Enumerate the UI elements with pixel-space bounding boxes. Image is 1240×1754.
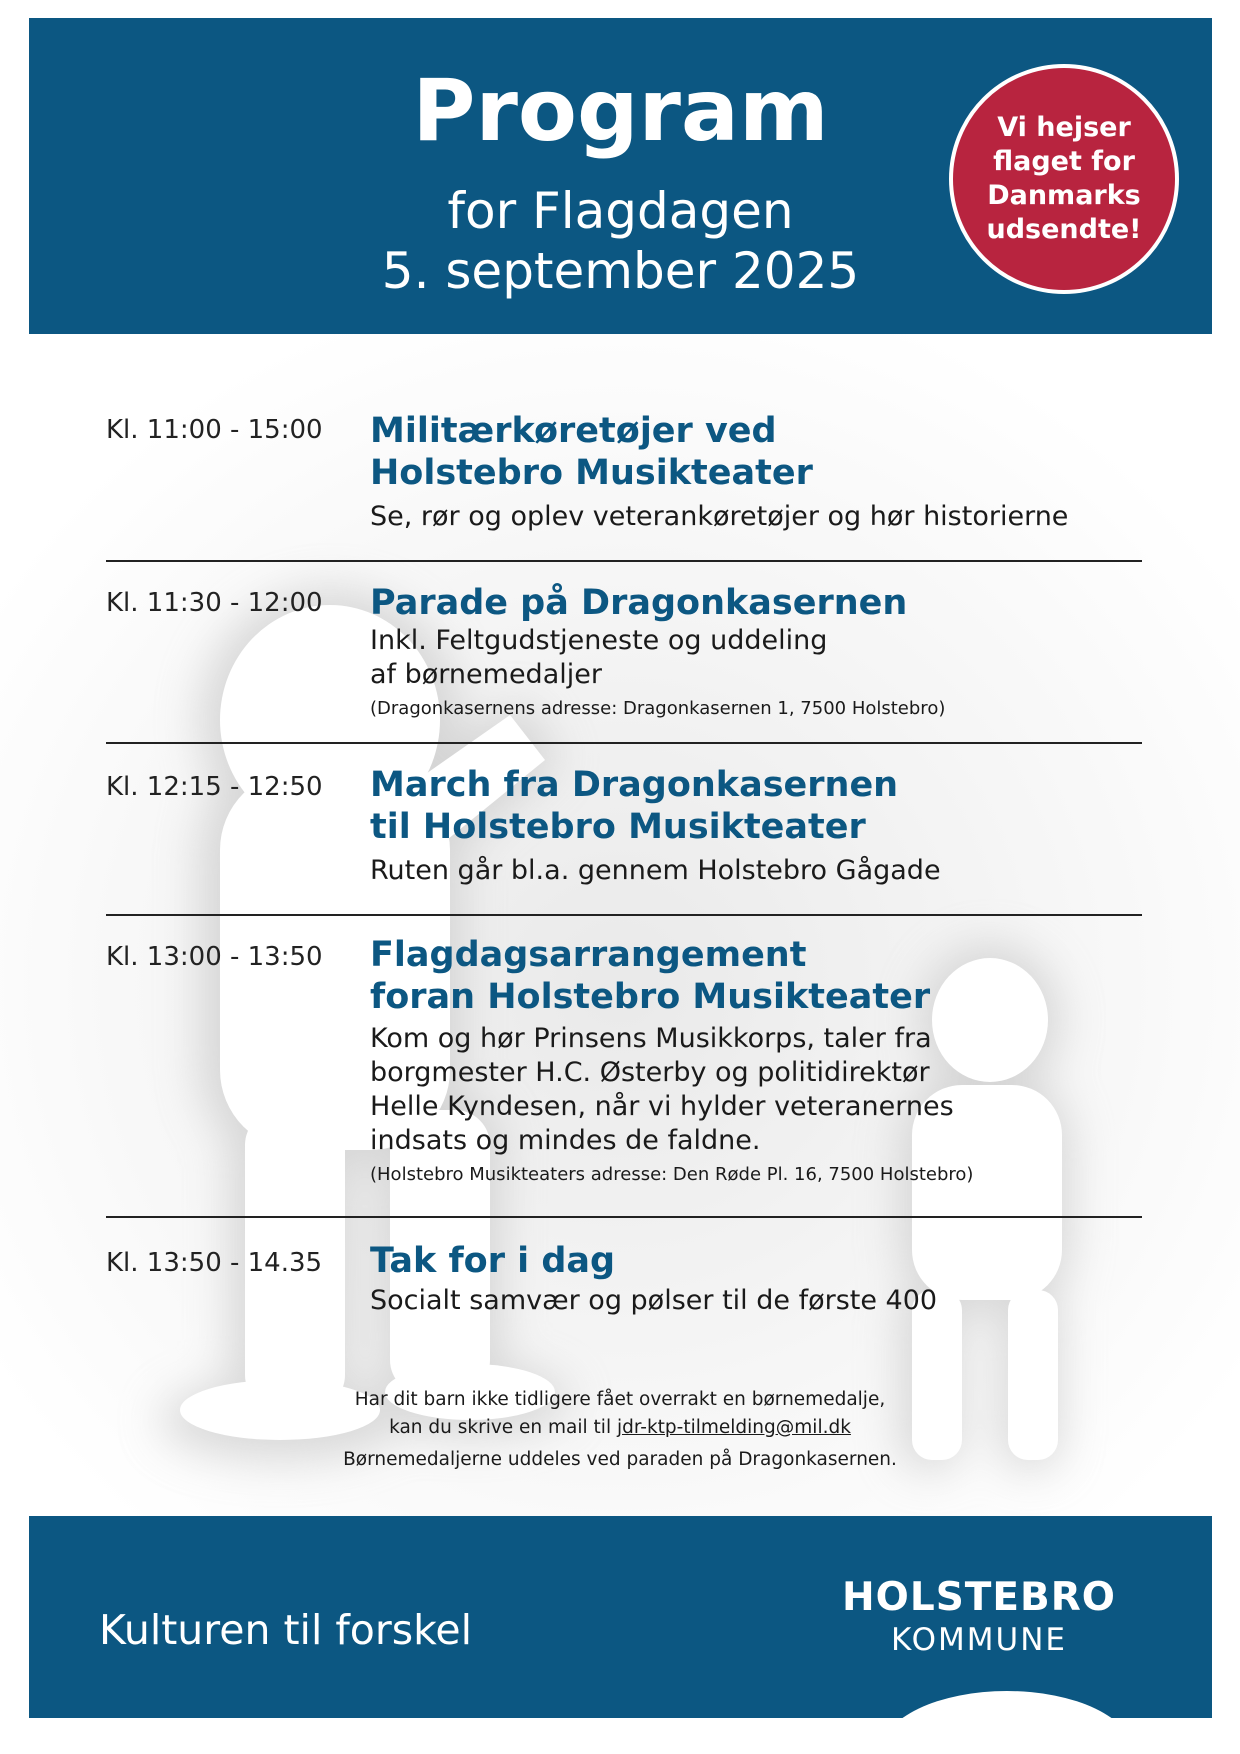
subtitle-date: 5. september 2025: [381, 242, 860, 300]
badge-line: Danmarks: [987, 180, 1141, 211]
logo-line-kommune: KOMMUNE: [891, 1622, 1067, 1658]
flag-badge: [949, 64, 1179, 294]
schedule-title-line: Militærkøretøjer ved: [370, 411, 777, 451]
schedule-title-line: Tak for i dag: [370, 1241, 616, 1281]
schedule-description-line: Socialt samvær og pølser til de første 400: [370, 1285, 938, 1316]
medal-info-note: [0, 1386, 1240, 1474]
schedule-description-line: Ruten går bl.a. gennem Holstebro Gågade: [370, 855, 941, 886]
schedule-time: Kl. 13:50 - 14.35: [106, 1248, 323, 1278]
note-line: Børnemedaljerne uddeles ved paraden på Dragonkasernen.: [343, 1449, 897, 1470]
schedule-content: [370, 562, 1142, 722]
schedule-description: [370, 624, 1142, 692]
schedule-description-line: Se, rør og oplev veterankøretøjer og hør historierne: [370, 501, 1069, 532]
schedule-description: [370, 854, 1142, 888]
address-note: (Holstebro Musikteaters adresse: Den Røde Pl. 16, 7500 Holstebro): [370, 1164, 974, 1185]
schedule-title: [370, 410, 1142, 494]
schedule-time: Kl. 11:00 - 15:00: [106, 415, 323, 445]
schedule-time: Kl. 12:15 - 12:50: [106, 772, 323, 802]
subtitle-event: for Flagdagen: [447, 182, 794, 240]
schedule-item: [106, 1218, 1142, 1338]
schedule-title-line: March fra Dragonkasernen: [370, 765, 899, 805]
schedule-description: [370, 500, 1142, 534]
badge-line: udsendte!: [986, 214, 1142, 245]
schedule-description: [370, 1284, 1142, 1318]
schedule-title: [370, 1240, 1142, 1282]
footer-slogan: Kulturen til forskel: [99, 1606, 473, 1654]
schedule-item: [106, 562, 1142, 744]
schedule-content: [370, 1218, 1142, 1318]
schedule-description-line: borgmester H.C. Østerby og politidirektør: [370, 1057, 930, 1088]
schedule-item: [106, 916, 1142, 1218]
logo-arc-shape: [882, 1691, 1132, 1718]
note-line: [0, 1414, 1240, 1442]
schedule-title-line: Flagdagsarrangement: [370, 935, 807, 975]
schedule-description-line: Inkl. Feltgudstjeneste og uddeling: [370, 625, 828, 656]
address-note: (Dragonkasernens adresse: Dragonkasernen 1, 7500 Holstebro): [370, 698, 946, 719]
schedule-content: [370, 744, 1142, 888]
schedule-title-line: Parade på Dragonkasernen: [370, 583, 908, 623]
schedule-time: Kl. 11:30 - 12:00: [106, 588, 323, 618]
schedule-item: [106, 744, 1142, 916]
note-line-prefix: kan du skrive en mail til: [389, 1417, 617, 1438]
note-line: Har dit barn ikke tidligere fået overrakt en børnemedalje,: [354, 1389, 886, 1410]
schedule-title: [370, 934, 1142, 1018]
schedule-title: [370, 764, 1142, 848]
schedule-title: [370, 582, 1142, 624]
email-link[interactable]: jdr-ktp-tilmelding@mil.dk: [616, 1417, 851, 1438]
schedule-description-line: af børnemedaljer: [370, 659, 602, 690]
logo-line-holstebro: HOLSTEBRO: [842, 1575, 1116, 1620]
schedule-title-line: foran Holstebro Musikteater: [370, 977, 931, 1017]
schedule-description-line: Kom og hør Prinsens Musikkorps, taler fra: [370, 1023, 932, 1054]
schedule-item: [106, 400, 1142, 562]
schedule-description-line: indsats og mindes de faldne.: [370, 1125, 761, 1156]
program-schedule: [106, 400, 1142, 1338]
schedule-description: [370, 1022, 1142, 1158]
schedule-content: [370, 916, 1142, 1188]
schedule-title-line: til Holstebro Musikteater: [370, 807, 866, 847]
schedule-title-line: Holstebro Musikteater: [370, 453, 813, 493]
page-title: Program: [412, 61, 829, 161]
schedule-time: Kl. 13:00 - 13:50: [106, 942, 323, 972]
badge-line: flaget for: [993, 146, 1135, 177]
holstebro-kommune-logo: [819, 1576, 1139, 1660]
schedule-content: [370, 400, 1142, 534]
schedule-description-line: Helle Kyndesen, når vi hylder veteranernes: [370, 1091, 954, 1122]
badge-line: Vi hejser: [997, 112, 1131, 143]
footer-banner: [29, 1516, 1212, 1718]
